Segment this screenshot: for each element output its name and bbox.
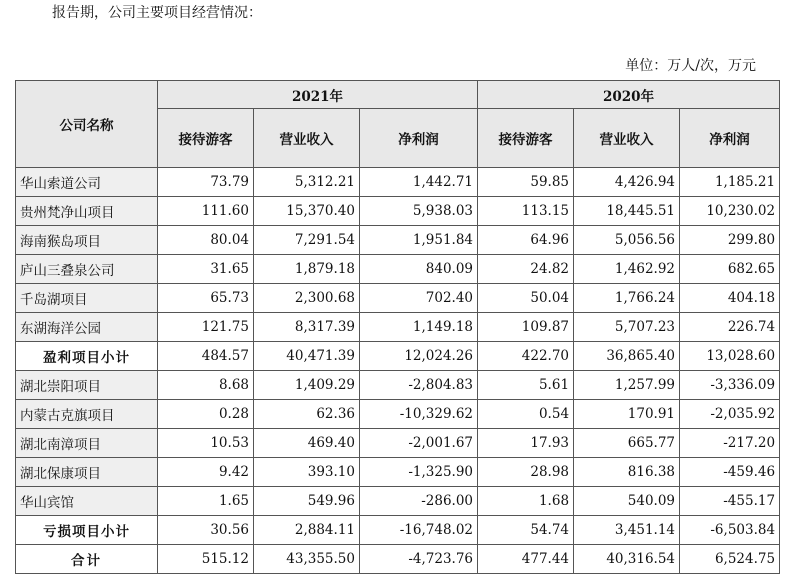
visitors-2020-cell: 5.61 xyxy=(478,371,574,400)
revenue-2021-cell: 15,370.40 xyxy=(254,197,360,226)
company-name-cell: 湖北保康项目 xyxy=(16,458,158,487)
revenue-2021-cell: 2,884.11 xyxy=(254,516,360,545)
year-2020-header: 2020年 xyxy=(478,81,780,109)
profit-2020-cell: -217.20 xyxy=(680,429,780,458)
revenue-2021-cell: 8,317.39 xyxy=(254,313,360,342)
company-name-cell: 华山宾馆 xyxy=(16,487,158,516)
visitors-2020-cell: 477.44 xyxy=(478,545,574,574)
profit-2021-cell: -2,001.67 xyxy=(360,429,478,458)
visitors-2020-cell: 64.96 xyxy=(478,226,574,255)
revenue-2021-cell: 62.36 xyxy=(254,400,360,429)
profit-2021-cell: -16,748.02 xyxy=(360,516,478,545)
revenue-2020-cell: 5,056.56 xyxy=(574,226,680,255)
revenue-2020-cell: 5,707.23 xyxy=(574,313,680,342)
revenue-2020-cell: 1,462.92 xyxy=(574,255,680,284)
profit-2020-cell: 13,028.60 xyxy=(680,342,780,371)
revenue-2020-cell: 18,445.51 xyxy=(574,197,680,226)
visitors-2021-cell: 73.79 xyxy=(158,168,254,197)
profit-2021-cell: -4,723.76 xyxy=(360,545,478,574)
profit-2020-cell: -2,035.92 xyxy=(680,400,780,429)
company-name-cell: 庐山三叠泉公司 xyxy=(16,255,158,284)
visitors-2021-cell: 111.60 xyxy=(158,197,254,226)
profit-2020-cell: 226.74 xyxy=(680,313,780,342)
company-name-cell: 东湖海洋公园 xyxy=(16,313,158,342)
profit-2021-cell: 840.09 xyxy=(360,255,478,284)
visitors-2021-cell: 1.65 xyxy=(158,487,254,516)
visitors-2020-cell: 54.74 xyxy=(478,516,574,545)
profit-2021-cell: -2,804.83 xyxy=(360,371,478,400)
table-row xyxy=(16,313,780,342)
profit-2020-cell: 6,524.75 xyxy=(680,545,780,574)
visitors-2021-cell: 484.57 xyxy=(158,342,254,371)
visitors-2020-cell: 422.70 xyxy=(478,342,574,371)
visitors-2020-cell: 28.98 xyxy=(478,458,574,487)
revenue-2021-cell: 5,312.21 xyxy=(254,168,360,197)
visitors-2021-cell: 9.42 xyxy=(158,458,254,487)
company-name-cell: 内蒙古克旗项目 xyxy=(16,400,158,429)
visitors-2020-header: 接待游客 xyxy=(478,109,574,168)
profit-2020-cell: -459.46 xyxy=(680,458,780,487)
profit-2021-cell: 12,024.26 xyxy=(360,342,478,371)
visitors-2021-cell: 10.53 xyxy=(158,429,254,458)
profit-2021-cell: -286.00 xyxy=(360,487,478,516)
table-row xyxy=(16,255,780,284)
company-name-cell: 海南猴岛项目 xyxy=(16,226,158,255)
revenue-2021-cell: 393.10 xyxy=(254,458,360,487)
revenue-2020-cell: 665.77 xyxy=(574,429,680,458)
revenue-2021-cell: 43,355.50 xyxy=(254,545,360,574)
visitors-2020-cell: 109.87 xyxy=(478,313,574,342)
visitors-2021-cell: 8.68 xyxy=(158,371,254,400)
revenue-2021-cell: 1,879.18 xyxy=(254,255,360,284)
table-row xyxy=(16,342,780,371)
table-row xyxy=(16,429,780,458)
visitors-2021-header: 接待游客 xyxy=(158,109,254,168)
revenue-2021-cell: 7,291.54 xyxy=(254,226,360,255)
operations-table xyxy=(15,80,780,574)
company-name-cell: 湖北崇阳项目 xyxy=(16,371,158,400)
visitors-2021-cell: 121.75 xyxy=(158,313,254,342)
profit-2021-cell: 1,149.18 xyxy=(360,313,478,342)
company-name-cell: 华山索道公司 xyxy=(16,168,158,197)
revenue-2020-header: 营业收入 xyxy=(574,109,680,168)
revenue-2021-cell: 2,300.68 xyxy=(254,284,360,313)
table-row xyxy=(16,284,780,313)
revenue-2020-cell: 816.38 xyxy=(574,458,680,487)
revenue-2020-cell: 36,865.40 xyxy=(574,342,680,371)
visitors-2020-cell: 0.54 xyxy=(478,400,574,429)
year-2021-header: 2021年 xyxy=(158,81,478,109)
visitors-2020-cell: 24.82 xyxy=(478,255,574,284)
profit-2020-cell: 299.80 xyxy=(680,226,780,255)
profit-2020-cell: -3,336.09 xyxy=(680,371,780,400)
unit-label: 单位：万人/次，万元 xyxy=(625,58,756,74)
revenue-2020-cell: 3,451.14 xyxy=(574,516,680,545)
company-name-cell: 千岛湖项目 xyxy=(16,284,158,313)
profit-2020-cell: 1,185.21 xyxy=(680,168,780,197)
profit-2020-cell: -455.17 xyxy=(680,487,780,516)
revenue-2020-cell: 4,426.94 xyxy=(574,168,680,197)
company-name-cell: 湖北南漳项目 xyxy=(16,429,158,458)
revenue-2021-cell: 1,409.29 xyxy=(254,371,360,400)
visitors-2020-cell: 1.68 xyxy=(478,487,574,516)
revenue-2020-cell: 1,257.99 xyxy=(574,371,680,400)
table-row xyxy=(16,516,780,545)
intro-text: 报告期，公司主要项目经营情况： xyxy=(52,5,262,21)
table-row xyxy=(16,458,780,487)
table-row xyxy=(16,545,780,574)
profit-2021-cell: 1,442.71 xyxy=(360,168,478,197)
revenue-2021-cell: 549.96 xyxy=(254,487,360,516)
table-row xyxy=(16,400,780,429)
table-row xyxy=(16,487,780,516)
visitors-2021-cell: 80.04 xyxy=(158,226,254,255)
visitors-2021-cell: 0.28 xyxy=(158,400,254,429)
table-row xyxy=(16,226,780,255)
profit-2021-cell: -10,329.62 xyxy=(360,400,478,429)
profit-2021-cell: 1,951.84 xyxy=(360,226,478,255)
profit-2021-cell: 5,938.03 xyxy=(360,197,478,226)
profit-2020-header: 净利润 xyxy=(680,109,780,168)
profit-2021-cell: 702.40 xyxy=(360,284,478,313)
profit-2021-cell: -1,325.90 xyxy=(360,458,478,487)
visitors-2020-cell: 17.93 xyxy=(478,429,574,458)
table-body xyxy=(16,168,780,574)
visitors-2021-cell: 515.12 xyxy=(158,545,254,574)
visitors-2021-cell: 31.65 xyxy=(158,255,254,284)
revenue-2020-cell: 170.91 xyxy=(574,400,680,429)
table-row xyxy=(16,168,780,197)
table-row xyxy=(16,197,780,226)
profit-2020-cell: 682.65 xyxy=(680,255,780,284)
visitors-2020-cell: 113.15 xyxy=(478,197,574,226)
profit-2020-cell: 10,230.02 xyxy=(680,197,780,226)
company-name-header: 公司名称 xyxy=(16,81,158,168)
profit-2020-cell: 404.18 xyxy=(680,284,780,313)
revenue-2021-cell: 469.40 xyxy=(254,429,360,458)
visitors-2021-cell: 30.56 xyxy=(158,516,254,545)
revenue-2020-cell: 40,316.54 xyxy=(574,545,680,574)
company-name-cell: 合计 xyxy=(16,545,158,574)
revenue-2020-cell: 540.09 xyxy=(574,487,680,516)
visitors-2021-cell: 65.73 xyxy=(158,284,254,313)
revenue-2021-cell: 40,471.39 xyxy=(254,342,360,371)
company-name-cell: 贵州梵净山项目 xyxy=(16,197,158,226)
table-row xyxy=(16,371,780,400)
profit-2021-header: 净利润 xyxy=(360,109,478,168)
revenue-2021-header: 营业收入 xyxy=(254,109,360,168)
visitors-2020-cell: 50.04 xyxy=(478,284,574,313)
visitors-2020-cell: 59.85 xyxy=(478,168,574,197)
company-name-cell: 亏损项目小计 xyxy=(16,516,158,545)
company-name-cell: 盈利项目小计 xyxy=(16,342,158,371)
revenue-2020-cell: 1,766.24 xyxy=(574,284,680,313)
profit-2020-cell: -6,503.84 xyxy=(680,516,780,545)
